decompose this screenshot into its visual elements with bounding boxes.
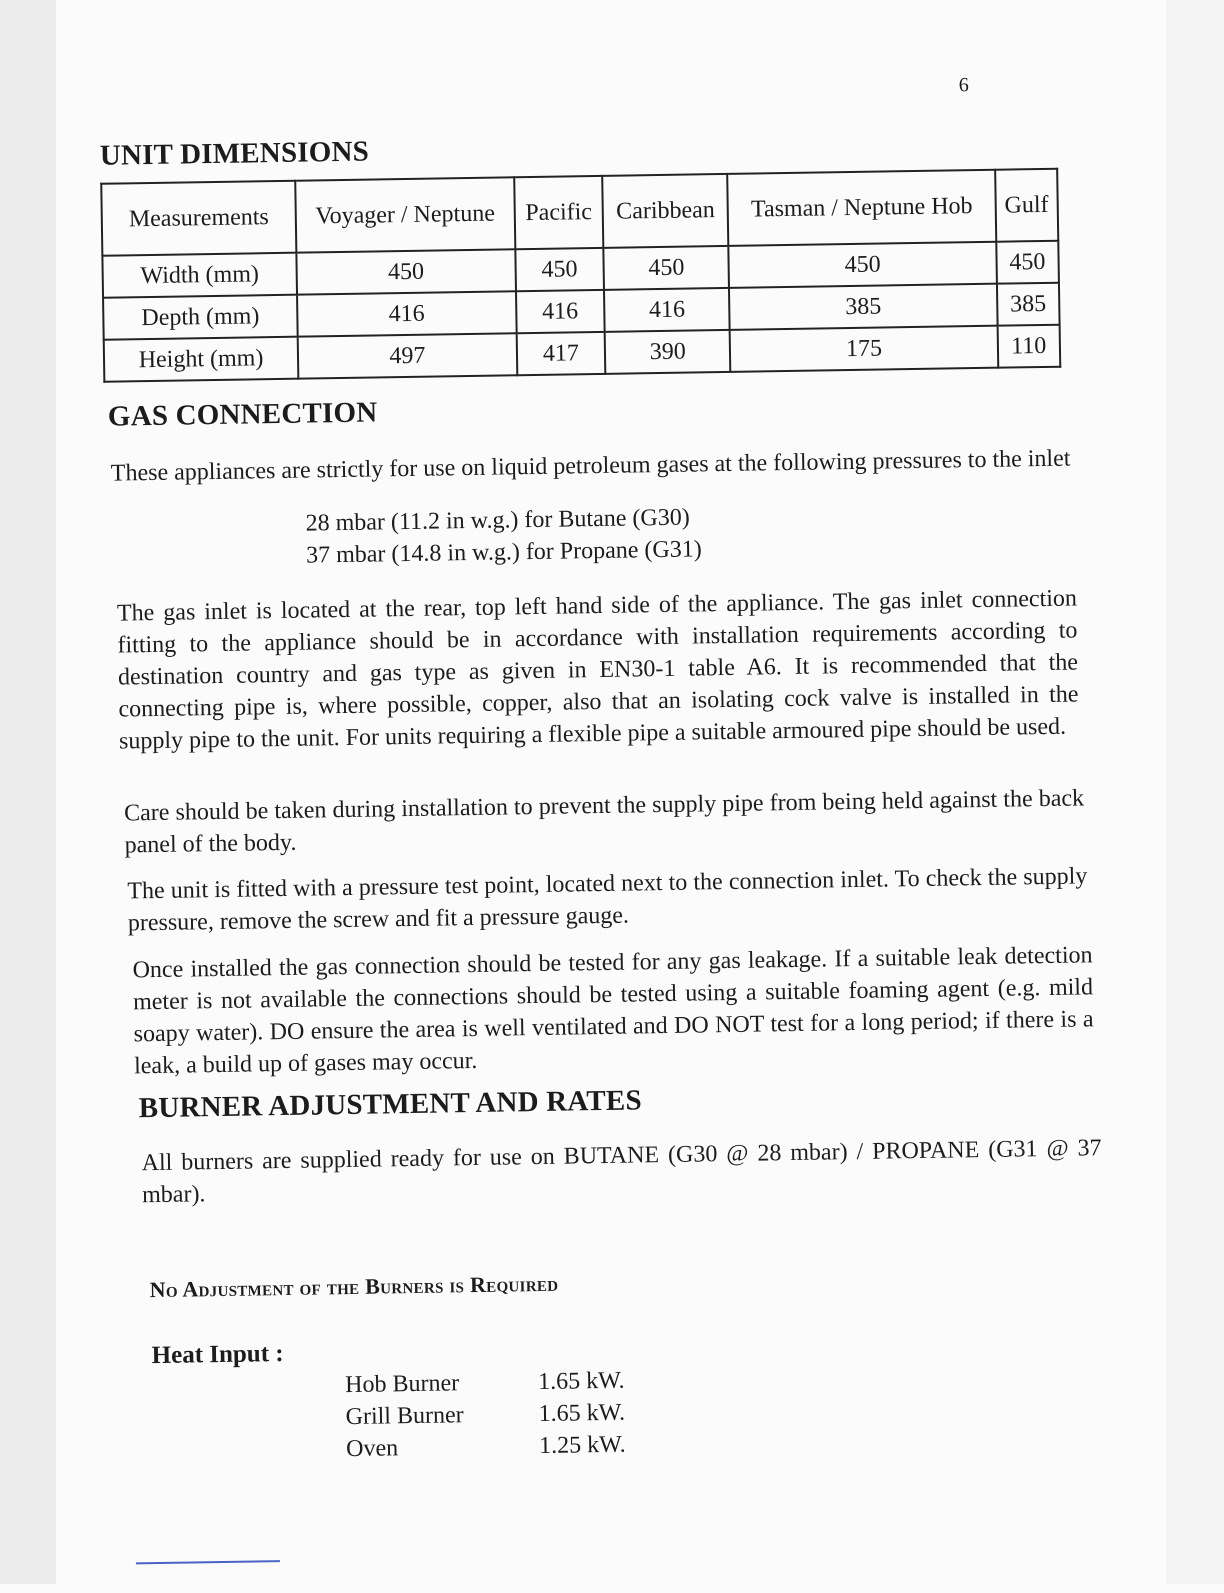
table-cell: 416 (516, 290, 605, 333)
table-cell: 390 (605, 330, 731, 374)
table-cell: 450 (515, 248, 604, 291)
table-cell: 450 (296, 249, 515, 294)
burner-rate: 1.25 kW. (538, 1431, 626, 1460)
table-cell: 417 (516, 332, 605, 375)
row-label: Height (mm) (104, 337, 299, 382)
table-cell: 110 (997, 325, 1060, 368)
column-header: Pacific (514, 176, 604, 249)
table-cell: 497 (298, 333, 517, 378)
table-cell: 385 (997, 283, 1060, 326)
heat-input-label: Heat Input : (151, 1340, 284, 1370)
table-cell: 385 (729, 284, 997, 330)
list-item (345, 1400, 625, 1436)
burner-name: Hob Burner (344, 1370, 460, 1399)
table-cell: 450 (729, 242, 997, 288)
unit-dimensions-heading: UNIT DIMENSIONS (99, 135, 370, 172)
table-cell: 175 (730, 326, 998, 372)
burner-name: Oven (345, 1435, 399, 1463)
footnote-rule (136, 1560, 280, 1564)
gas-inlet-paragraph: The gas inlet is located at the rear, top left hand side of the appliance. The gas inlet connection fitting to the appliance should be in accordance with installation requirements according to destination country and gas type as given in EN30-1 table A6. It is recommended that the connecting pipe is, where possible, copper, also that an isolating cock valve is installed in the supply pipe to the unit. For units requiring a flexible pipe a suitable armoured pipe should be used. (116, 585, 1079, 755)
gas-connection-heading: GAS CONNECTION (107, 396, 378, 433)
row-label: Depth (mm) (103, 295, 298, 340)
propane-pressure-line: 37 mbar (14.8 in w.g.) for Propane (G31) (305, 536, 702, 569)
gas-intro-paragraph: These appliances are strictly for use on liquid petroleum gases at the following pressures to the inlet (110, 445, 1071, 487)
column-header: Gulf (995, 169, 1058, 242)
burner-rate: 1.65 kW. (538, 1399, 626, 1428)
table-cell: 450 (996, 241, 1059, 284)
column-header: Measurements (101, 181, 296, 256)
no-adjustment-notice: No Adjustment of the Burners is Required (149, 1270, 559, 1303)
burner-rate: 1.65 kW. (537, 1367, 625, 1396)
dimensions-table (100, 168, 1061, 383)
column-header: Caribbean (602, 174, 728, 248)
page-number: 6 (958, 74, 969, 97)
leak-test-paragraph: Once installed the gas connection should be tested for any gas leakage. If a suitable leak detection meter is not available the connections should be tested using a suitable foaming agent (e.g. mild soapy water). DO ensure the area is well ventilated and DO NOT test for a long period; if there is a leak, a build up of gases may occur. (132, 942, 1094, 1080)
table-cell: 416 (297, 291, 516, 336)
row-label: Width (mm) (102, 253, 297, 298)
burner-adjustment-heading: BURNER ADJUSTMENT AND RATES (138, 1084, 643, 1125)
burner-supply-paragraph: All burners are supplied ready for use on BUTANE (G30 @ 28 mbar) / PROPANE (G31 @ 37 mbar). (141, 1135, 1102, 1209)
heat-input-list (345, 1368, 626, 1468)
table-cell: 416 (604, 288, 730, 332)
pressure-test-paragraph: The unit is fitted with a pressure test point, located next to the connection inlet. To check the supply pressure, remove the screw and fit a pressure gauge. (127, 863, 1088, 937)
table-cell: 450 (603, 246, 729, 290)
burner-name: Grill Burner (345, 1402, 464, 1431)
column-header: Tasman / Neptune Hob (728, 170, 996, 246)
butane-pressure-line: 28 mbar (11.2 in w.g.) for Butane (G30) (305, 504, 690, 537)
supply-pipe-care-paragraph: Care should be taken during installation to prevent the supply pipe from being held against the back panel of the body. (123, 785, 1085, 859)
list-item (345, 1368, 625, 1404)
list-item (346, 1432, 626, 1468)
column-header: Voyager / Neptune (295, 177, 515, 252)
